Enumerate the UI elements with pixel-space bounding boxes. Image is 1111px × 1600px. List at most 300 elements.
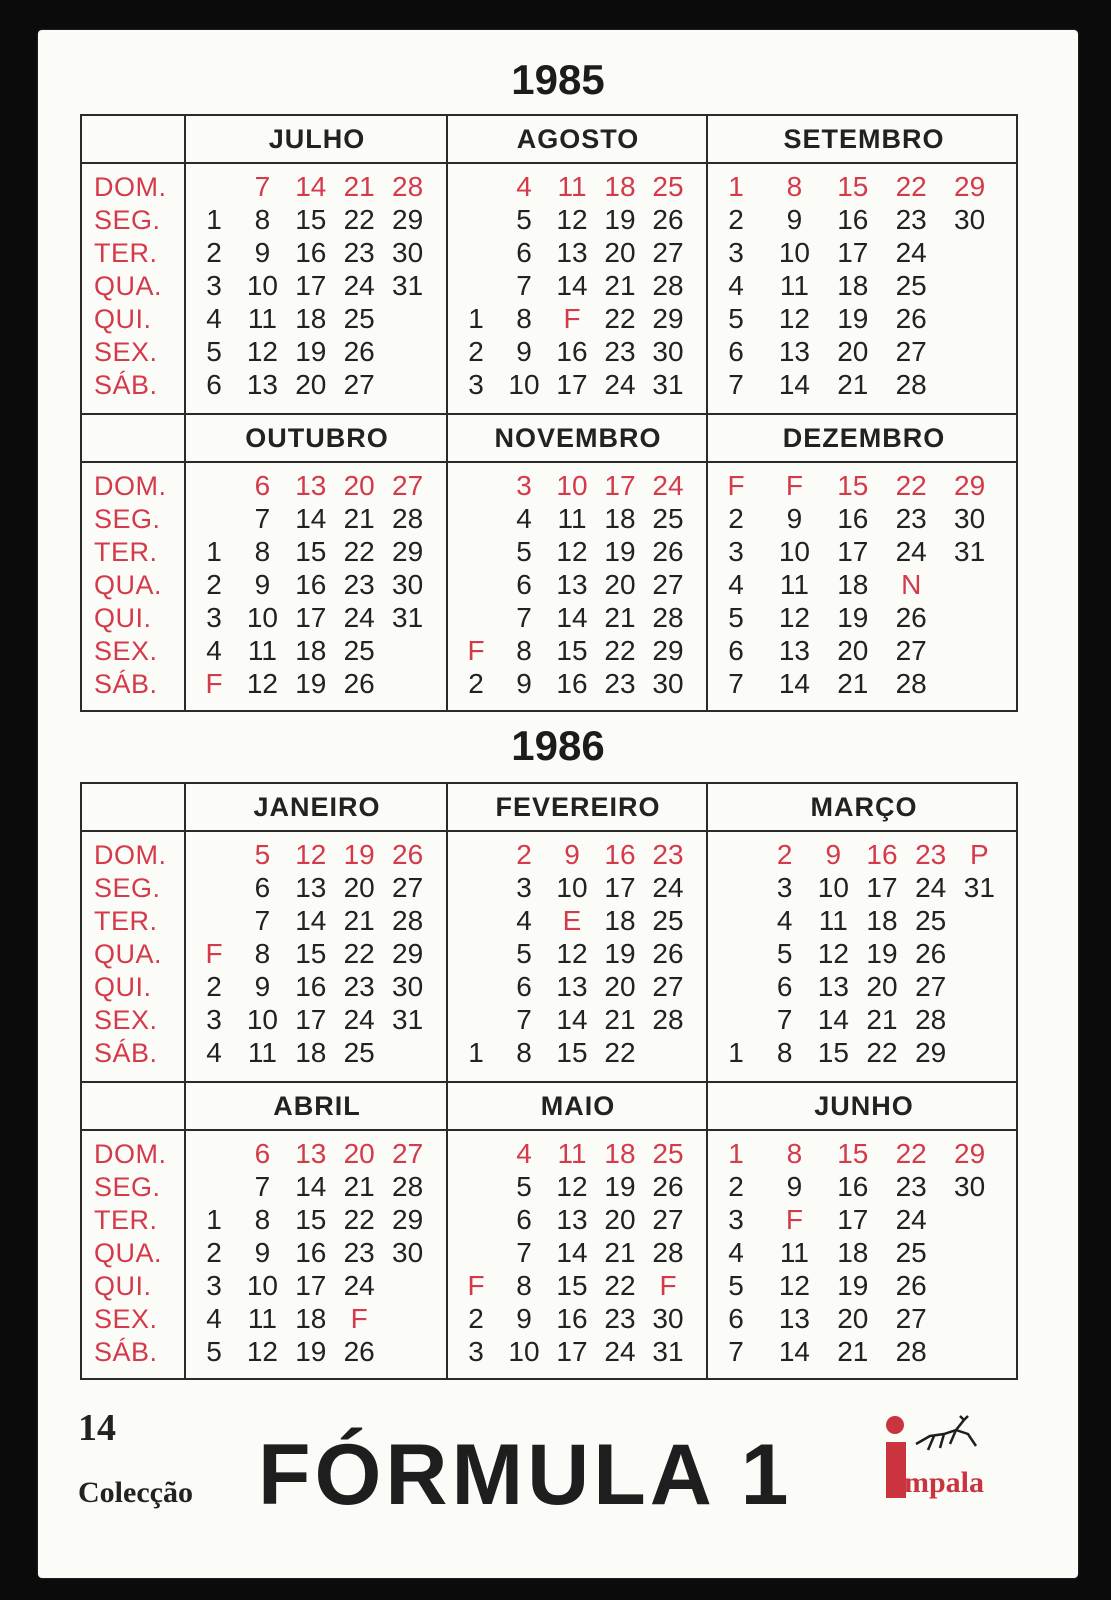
day-number: 12 bbox=[246, 1336, 278, 1367]
header-divider bbox=[82, 1129, 1016, 1131]
day-number: 23 bbox=[604, 336, 636, 367]
day-number: 22 bbox=[604, 635, 636, 666]
block-divider bbox=[82, 413, 1016, 415]
day-number: 20 bbox=[295, 369, 327, 400]
day-number: 8 bbox=[776, 1037, 793, 1068]
day-number: 19 bbox=[295, 668, 327, 699]
day-number: 28 bbox=[652, 270, 684, 301]
day-number: 18 bbox=[604, 503, 636, 534]
day-number: 4 bbox=[516, 905, 532, 936]
day-number: 13 bbox=[778, 635, 810, 666]
day-number: 19 bbox=[837, 303, 869, 334]
day-number: 18 bbox=[295, 1037, 327, 1068]
day-number: 29 bbox=[392, 1204, 424, 1235]
day-number: 20 bbox=[837, 635, 869, 666]
header-divider bbox=[82, 830, 1016, 832]
day-number: 2 bbox=[728, 503, 744, 534]
day-number: 11 bbox=[779, 270, 809, 301]
day-number: 13 bbox=[295, 470, 327, 501]
day-number: 13 bbox=[556, 971, 588, 1002]
day-number: 19 bbox=[295, 1336, 327, 1367]
day-number: 13 bbox=[556, 237, 588, 268]
day-number: 27 bbox=[343, 369, 375, 400]
day-number: 13 bbox=[817, 971, 849, 1002]
day-number: 7 bbox=[516, 270, 532, 301]
day-number: 22 bbox=[343, 1204, 375, 1235]
day-number: 10 bbox=[508, 1336, 540, 1367]
day-number: 24 bbox=[895, 536, 927, 567]
day-number: 19 bbox=[604, 1171, 636, 1202]
day-number: 9 bbox=[786, 204, 803, 235]
day-number: F bbox=[467, 1270, 485, 1301]
day-number: 5 bbox=[516, 536, 532, 567]
day-number: 5 bbox=[728, 1270, 744, 1301]
day-number: 30 bbox=[954, 503, 986, 534]
day-number: 16 bbox=[556, 336, 588, 367]
day-number: 23 bbox=[652, 839, 684, 870]
day-number: 10 bbox=[508, 369, 540, 400]
day-number: 8 bbox=[254, 204, 271, 235]
day-number: 24 bbox=[652, 470, 684, 501]
day-number: 12 bbox=[556, 204, 588, 235]
day-number: 16 bbox=[295, 971, 327, 1002]
day-number: 21 bbox=[866, 1004, 898, 1035]
day-number: 12 bbox=[556, 536, 588, 567]
day-number: 30 bbox=[392, 1237, 424, 1268]
day-number: 28 bbox=[392, 905, 424, 936]
day-name-label: SEX. bbox=[94, 636, 158, 666]
day-number: N bbox=[901, 569, 922, 600]
day-number: 23 bbox=[343, 569, 375, 600]
day-number: F bbox=[785, 470, 803, 501]
day-number: 14 bbox=[817, 1004, 849, 1035]
day-number: 4 bbox=[516, 503, 532, 534]
day-number: 9 bbox=[516, 1303, 532, 1334]
day-number: 26 bbox=[343, 336, 375, 367]
day-name-label: DOM. bbox=[94, 471, 167, 501]
day-number: 15 bbox=[817, 1037, 849, 1068]
day-number: 21 bbox=[343, 503, 375, 534]
day-number: 27 bbox=[392, 1138, 424, 1169]
day-name-label: SÁB. bbox=[94, 669, 158, 699]
day-number: 15 bbox=[837, 470, 869, 501]
day-name-label: SEG. bbox=[94, 205, 161, 235]
formula-1-title: FÓRMULA 1 bbox=[258, 1427, 793, 1523]
day-number: 11 bbox=[247, 1303, 277, 1334]
day-number: 28 bbox=[915, 1004, 947, 1035]
day-number: 29 bbox=[392, 204, 424, 235]
day-number: 12 bbox=[295, 839, 327, 870]
day-number: 26 bbox=[392, 839, 424, 870]
day-number: 4 bbox=[206, 1037, 222, 1068]
day-name-label: SEG. bbox=[94, 873, 161, 903]
day-number: 17 bbox=[295, 1004, 327, 1035]
day-number: 22 bbox=[343, 536, 375, 567]
day-number: 20 bbox=[604, 569, 636, 600]
day-number: 28 bbox=[652, 1004, 684, 1035]
day-number: 25 bbox=[915, 905, 947, 936]
day-number: F bbox=[785, 1204, 803, 1235]
day-number: 18 bbox=[295, 1303, 327, 1334]
day-number: 9 bbox=[786, 1171, 803, 1202]
day-number: 5 bbox=[516, 1171, 532, 1202]
day-number: 6 bbox=[206, 369, 222, 400]
day-number: 11 bbox=[779, 1237, 809, 1268]
day-number: 7 bbox=[516, 1004, 532, 1035]
day-number: 26 bbox=[652, 536, 684, 567]
day-name-label: TER. bbox=[94, 906, 158, 936]
day-number: 7 bbox=[516, 602, 532, 633]
day-number: 11 bbox=[818, 905, 848, 936]
day-number: 10 bbox=[817, 872, 849, 903]
day-number: 22 bbox=[343, 938, 375, 969]
day-number: 25 bbox=[652, 905, 684, 936]
day-number: 3 bbox=[468, 369, 484, 400]
day-number: 25 bbox=[652, 503, 684, 534]
day-number: 16 bbox=[837, 1171, 869, 1202]
day-number: 28 bbox=[392, 171, 424, 202]
day-number: 30 bbox=[652, 336, 684, 367]
day-number: 24 bbox=[343, 602, 375, 633]
day-number: 26 bbox=[895, 1270, 927, 1301]
day-number: 30 bbox=[392, 569, 424, 600]
year-1986-heading: 1986 bbox=[511, 722, 605, 769]
day-number: 28 bbox=[392, 1171, 424, 1202]
calendar-card bbox=[38, 30, 1078, 1578]
day-number: 29 bbox=[954, 171, 986, 202]
day-number: 1 bbox=[206, 536, 222, 567]
logo-i-dot bbox=[886, 1416, 904, 1434]
day-number: 8 bbox=[516, 1037, 532, 1068]
day-number: 23 bbox=[604, 1303, 636, 1334]
day-number: 8 bbox=[254, 536, 271, 567]
day-number: 16 bbox=[837, 204, 869, 235]
day-name-label: SÁB. bbox=[94, 370, 158, 400]
day-number: 17 bbox=[837, 536, 869, 567]
day-number: 9 bbox=[254, 569, 271, 600]
day-number: 16 bbox=[295, 1237, 327, 1268]
day-number: 29 bbox=[392, 938, 424, 969]
month-name: ABRIL bbox=[273, 1091, 361, 1121]
day-number: 24 bbox=[652, 872, 684, 903]
day-number: 11 bbox=[557, 503, 587, 534]
day-number: 8 bbox=[786, 1138, 803, 1169]
impala-deer-icon bbox=[910, 1414, 1010, 1454]
day-number: 5 bbox=[776, 938, 793, 969]
day-number: 19 bbox=[837, 602, 869, 633]
calendar-table-1985 bbox=[80, 114, 1018, 712]
day-number: 11 bbox=[247, 635, 277, 666]
day-number: 26 bbox=[895, 303, 927, 334]
day-number: 11 bbox=[557, 1138, 587, 1169]
day-number: 2 bbox=[206, 971, 222, 1002]
day-number: 15 bbox=[837, 1138, 869, 1169]
day-number: 7 bbox=[254, 171, 271, 202]
day-name-label: DOM. bbox=[94, 172, 167, 202]
day-number: 12 bbox=[778, 602, 810, 633]
day-number: 30 bbox=[954, 204, 986, 235]
day-number: 27 bbox=[392, 872, 424, 903]
day-number: 20 bbox=[604, 1204, 636, 1235]
day-number: 19 bbox=[604, 204, 636, 235]
month-name: NOVEMBRO bbox=[494, 423, 662, 453]
day-name-label: TER. bbox=[94, 537, 158, 567]
day-name-label: SEG. bbox=[94, 1172, 161, 1202]
day-number: 18 bbox=[837, 270, 869, 301]
day-number: 6 bbox=[254, 470, 271, 501]
day-number: 15 bbox=[295, 938, 327, 969]
day-number: 1 bbox=[468, 303, 484, 334]
day-number: 18 bbox=[604, 1138, 636, 1169]
day-number: 12 bbox=[817, 938, 849, 969]
impala-logo bbox=[880, 1414, 1030, 1514]
day-number: 9 bbox=[254, 971, 271, 1002]
day-number: 9 bbox=[825, 839, 842, 870]
day-number: 5 bbox=[254, 839, 271, 870]
day-number: 3 bbox=[776, 872, 793, 903]
day-number: 2 bbox=[516, 839, 532, 870]
day-number: 16 bbox=[556, 668, 588, 699]
header-divider bbox=[82, 162, 1016, 164]
day-number: 27 bbox=[895, 1303, 927, 1334]
day-number: 6 bbox=[728, 1303, 744, 1334]
day-number: 8 bbox=[786, 171, 803, 202]
day-number: 22 bbox=[604, 1037, 636, 1068]
day-number: 18 bbox=[837, 569, 869, 600]
day-number: 5 bbox=[516, 938, 532, 969]
day-number: 23 bbox=[915, 839, 947, 870]
day-name-label: SEX. bbox=[94, 337, 158, 367]
day-number: 24 bbox=[343, 1004, 375, 1035]
day-number: 27 bbox=[392, 470, 424, 501]
day-number: 4 bbox=[728, 270, 744, 301]
day-number: 21 bbox=[343, 1171, 375, 1202]
day-number: 30 bbox=[392, 237, 424, 268]
day-number: 25 bbox=[343, 1037, 375, 1068]
month-name: DEZEMBRO bbox=[782, 423, 946, 453]
day-number: 12 bbox=[246, 336, 278, 367]
day-number: 30 bbox=[652, 668, 684, 699]
day-number: 23 bbox=[895, 204, 927, 235]
day-number: 17 bbox=[866, 872, 898, 903]
day-number: 22 bbox=[343, 204, 375, 235]
day-number: 10 bbox=[246, 602, 278, 633]
day-number: 26 bbox=[343, 1336, 375, 1367]
day-number: 4 bbox=[206, 635, 222, 666]
day-number: 13 bbox=[778, 1303, 810, 1334]
day-number: 9 bbox=[254, 1237, 271, 1268]
day-number: 2 bbox=[206, 569, 222, 600]
day-name-label: SEX. bbox=[94, 1005, 158, 1035]
day-number: 26 bbox=[343, 668, 375, 699]
day-number: 23 bbox=[343, 237, 375, 268]
day-number: 9 bbox=[786, 503, 803, 534]
day-name-label: QUI. bbox=[94, 1271, 152, 1301]
day-number: 24 bbox=[343, 1270, 375, 1301]
day-name-label: QUA. bbox=[94, 1238, 163, 1268]
day-number: 20 bbox=[604, 237, 636, 268]
day-number: 2 bbox=[776, 839, 793, 870]
header-divider bbox=[82, 461, 1016, 463]
day-number: 30 bbox=[392, 971, 424, 1002]
day-number: 13 bbox=[295, 872, 327, 903]
day-number: 8 bbox=[516, 635, 532, 666]
day-number: 6 bbox=[516, 1204, 532, 1235]
day-number: 5 bbox=[206, 1336, 222, 1367]
day-number: F bbox=[467, 635, 485, 666]
day-number: 28 bbox=[652, 1237, 684, 1268]
day-number: 4 bbox=[206, 1303, 222, 1334]
day-number: 8 bbox=[254, 938, 271, 969]
day-number: 18 bbox=[604, 171, 636, 202]
day-number: 16 bbox=[866, 839, 898, 870]
day-number: 7 bbox=[728, 1336, 744, 1367]
day-number: 7 bbox=[728, 369, 744, 400]
day-number: 12 bbox=[246, 668, 278, 699]
day-name-label: QUI. bbox=[94, 972, 152, 1002]
day-number: 18 bbox=[866, 905, 898, 936]
day-number: 24 bbox=[915, 872, 947, 903]
day-number: 24 bbox=[604, 369, 636, 400]
collection-label: Colecção bbox=[78, 1476, 193, 1509]
day-number: 14 bbox=[778, 1336, 810, 1367]
day-number: 21 bbox=[837, 668, 869, 699]
day-number: 6 bbox=[516, 569, 532, 600]
day-number: 17 bbox=[556, 1336, 588, 1367]
day-number: 17 bbox=[604, 872, 636, 903]
day-number: 10 bbox=[778, 536, 810, 567]
day-number: 11 bbox=[557, 171, 587, 202]
day-number: 31 bbox=[392, 1004, 424, 1035]
day-number: 25 bbox=[895, 270, 927, 301]
day-number: 7 bbox=[516, 1237, 532, 1268]
day-number: 22 bbox=[895, 1138, 927, 1169]
day-number: 19 bbox=[604, 536, 636, 567]
day-number: 6 bbox=[254, 1138, 271, 1169]
day-number: 1 bbox=[206, 204, 222, 235]
day-number: 31 bbox=[963, 872, 995, 903]
day-number: 14 bbox=[556, 602, 588, 633]
day-number: 29 bbox=[652, 303, 684, 334]
day-number: 23 bbox=[895, 503, 927, 534]
day-number: 28 bbox=[392, 503, 424, 534]
day-name-label: SÁB. bbox=[94, 1337, 158, 1367]
day-number: 15 bbox=[295, 1204, 327, 1235]
day-number: 8 bbox=[254, 1204, 271, 1235]
day-number: 7 bbox=[776, 1004, 793, 1035]
day-number: 27 bbox=[652, 1204, 684, 1235]
year-1985-heading: 1985 bbox=[511, 56, 605, 103]
day-number: 12 bbox=[778, 1270, 810, 1301]
day-name-label: SÁB. bbox=[94, 1038, 158, 1068]
day-number: 2 bbox=[468, 1303, 484, 1334]
day-number: 13 bbox=[556, 569, 588, 600]
day-number: 28 bbox=[895, 668, 927, 699]
day-number: 22 bbox=[895, 171, 927, 202]
day-number: 24 bbox=[895, 1204, 927, 1235]
day-number: 29 bbox=[915, 1037, 947, 1068]
day-number: 17 bbox=[295, 270, 327, 301]
month-name: MARÇO bbox=[810, 792, 918, 822]
day-number: F bbox=[350, 1303, 368, 1334]
month-name: JANEIRO bbox=[253, 792, 381, 822]
day-name-label: SEG. bbox=[94, 504, 161, 534]
day-number: F bbox=[205, 668, 223, 699]
day-name-label: QUA. bbox=[94, 939, 163, 969]
day-number: 12 bbox=[556, 938, 588, 969]
day-number: 2 bbox=[728, 204, 744, 235]
day-number: 13 bbox=[778, 336, 810, 367]
day-number: 24 bbox=[343, 270, 375, 301]
day-number: 6 bbox=[516, 237, 532, 268]
day-number: 4 bbox=[206, 303, 222, 334]
day-number: 15 bbox=[837, 171, 869, 202]
day-number: 2 bbox=[728, 1171, 744, 1202]
day-number: 14 bbox=[778, 369, 810, 400]
day-number: 7 bbox=[254, 503, 271, 534]
day-number: 29 bbox=[954, 470, 986, 501]
day-number: 18 bbox=[295, 303, 327, 334]
day-number: 14 bbox=[556, 270, 588, 301]
day-number: 24 bbox=[604, 1336, 636, 1367]
day-number: 30 bbox=[954, 1171, 986, 1202]
day-number: 20 bbox=[343, 470, 375, 501]
day-number: 25 bbox=[652, 1138, 684, 1169]
day-number: 22 bbox=[866, 1037, 898, 1068]
day-number: 2 bbox=[206, 237, 222, 268]
day-number: 27 bbox=[652, 237, 684, 268]
day-number: 7 bbox=[728, 668, 744, 699]
day-number: 27 bbox=[915, 971, 947, 1002]
day-number: 25 bbox=[652, 171, 684, 202]
day-number: 17 bbox=[295, 602, 327, 633]
day-name-label: QUA. bbox=[94, 271, 163, 301]
day-number: 29 bbox=[652, 635, 684, 666]
day-number: 12 bbox=[778, 303, 810, 334]
day-number: 6 bbox=[516, 971, 532, 1002]
day-number: 13 bbox=[556, 1204, 588, 1235]
day-name-label: QUA. bbox=[94, 570, 163, 600]
day-name-label: QUI. bbox=[94, 304, 152, 334]
day-number: 22 bbox=[604, 303, 636, 334]
day-number: 11 bbox=[247, 1037, 277, 1068]
day-number: F bbox=[205, 938, 223, 969]
day-number: 31 bbox=[954, 536, 986, 567]
day-number: 26 bbox=[652, 204, 684, 235]
day-number: 22 bbox=[604, 1270, 636, 1301]
day-number: 25 bbox=[343, 303, 375, 334]
day-name-label: TER. bbox=[94, 238, 158, 268]
day-number: 17 bbox=[837, 237, 869, 268]
day-number: 4 bbox=[516, 1138, 532, 1169]
day-number: 2 bbox=[206, 1237, 222, 1268]
day-number: 12 bbox=[556, 1171, 588, 1202]
day-number: P bbox=[969, 839, 989, 870]
day-number: 25 bbox=[343, 635, 375, 666]
day-number: 31 bbox=[652, 1336, 684, 1367]
day-number: 16 bbox=[295, 237, 327, 268]
day-number: 10 bbox=[778, 237, 810, 268]
day-number: 3 bbox=[206, 602, 222, 633]
logo-brand-text: mpala bbox=[904, 1466, 985, 1499]
day-number: 2 bbox=[468, 336, 484, 367]
day-number: 26 bbox=[895, 602, 927, 633]
day-number: 17 bbox=[604, 470, 636, 501]
day-number: 16 bbox=[837, 503, 869, 534]
day-number: 15 bbox=[556, 1037, 588, 1068]
day-number: 14 bbox=[778, 668, 810, 699]
day-number: 4 bbox=[728, 1237, 744, 1268]
